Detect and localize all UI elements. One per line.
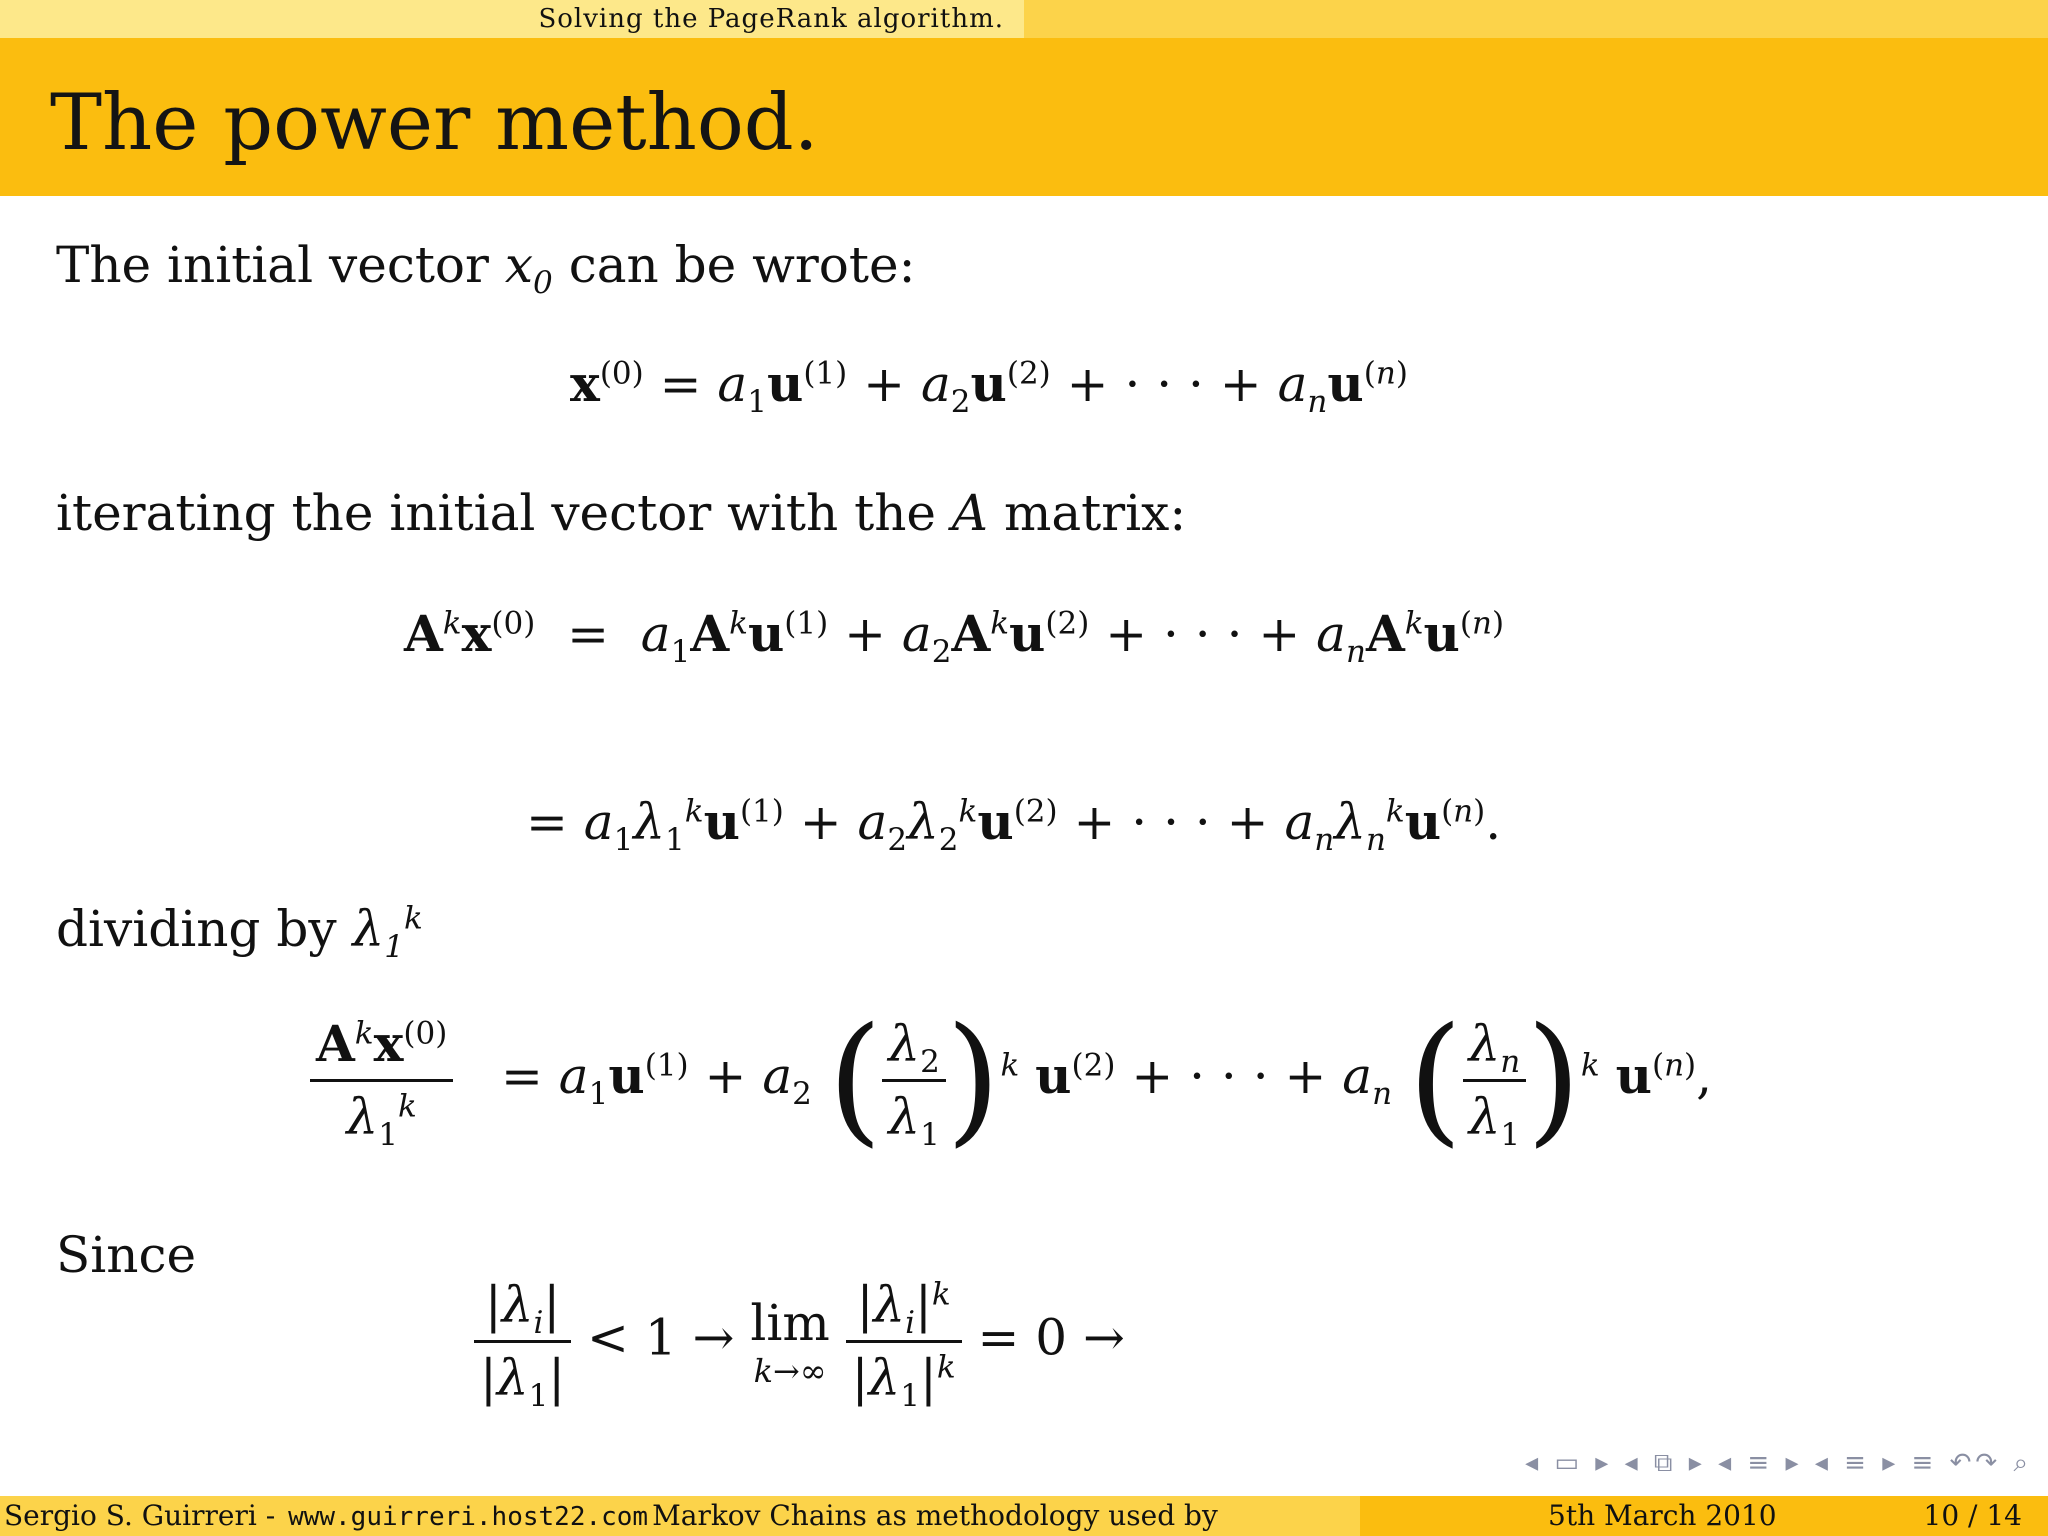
since-line xyxy=(56,1226,196,1284)
beamer-navigation-controls[interactable] xyxy=(1525,1448,2032,1479)
nav-subsection-next-icon[interactable]: ▸ xyxy=(1688,1448,1706,1478)
footer-url[interactable]: www.guirreri.host22.com xyxy=(288,1502,649,1532)
nav-back-forward-icon[interactable]: ↶↷ xyxy=(1949,1448,2002,1478)
iterating-text: iterating the initial vector with the xyxy=(56,484,937,542)
fraction-ratio: $\frac{|\lambda_i|}{|\lambda_1|}$ xyxy=(474,1276,571,1407)
nav-doc-next-icon[interactable]: ▸ xyxy=(1882,1448,1900,1478)
iterating-text-end: matrix: xyxy=(1003,484,1187,542)
nav-frame-prev-icon[interactable]: ◂ xyxy=(1525,1448,1543,1478)
footer-author: Sergio S. Guirreri - xyxy=(4,1499,285,1532)
equation-iteration-1: $A^kx^{(0)} = a_1A^ku^{(1)} + a_2A^ku^{(2)}$ + · · · + $a_nA^ku^{(n)}$ xyxy=(404,604,1505,670)
top-navigation-bar xyxy=(0,0,2048,38)
nav-frame-next-icon[interactable]: ▸ xyxy=(1595,1448,1613,1478)
footer-bar xyxy=(0,1496,2048,1536)
nav-section-prev-icon[interactable]: ◂ xyxy=(1718,1448,1736,1478)
iterating-line xyxy=(56,484,1186,542)
fraction-lambda2: $\frac{\lambda_2}{\lambda_1}$ xyxy=(882,1015,945,1146)
equation-limit: $\frac{|\lambda_i|}{|\lambda_1|}$ < 1 → lim k→∞ $\frac{|\lambda_i|^k}{|\lambda_1|^k}$ = 0 → xyxy=(474,1276,1125,1407)
matrix-symbol: A xyxy=(951,484,989,542)
nav-subsection-icon[interactable]: ⧉ xyxy=(1653,1448,1677,1478)
section-bar[interactable] xyxy=(0,0,1024,38)
since-text: Since xyxy=(56,1226,197,1284)
nav-search-icon[interactable]: ⌕ xyxy=(2013,1448,2032,1478)
fraction-lhs: $\frac{A^kx^{(0)}}{\lambda_1^k}$ xyxy=(310,1014,453,1146)
fraction-ratio-power: $\frac{|\lambda_i|^k}{|\lambda_1|^k}$ xyxy=(846,1276,962,1407)
footer-date: 5th March 2010 xyxy=(1548,1499,1777,1532)
footer-talk-title: Markov Chains as methodology used by xyxy=(652,1499,1218,1532)
section-title[interactable]: Solving the PageRank algorithm. xyxy=(538,4,1004,34)
frame-title-bar xyxy=(0,38,2048,196)
equation-iteration-2: = $a_1\lambda_1^ku^{(1)} + a_2\lambda_2^ku^{(2)}$ + · · · + $a_n\lambda_n^ku^{(n)}$. xyxy=(526,792,1502,858)
nav-subsection-prev-icon[interactable]: ◂ xyxy=(1624,1448,1642,1478)
nav-section-icon[interactable]: ≡ xyxy=(1747,1448,1774,1478)
limit-operator: lim k→∞ xyxy=(750,1293,830,1390)
dividing-line xyxy=(56,900,423,965)
intro-line xyxy=(56,236,916,301)
intro-text: The initial vector xyxy=(56,236,489,294)
frame-title: The power method. xyxy=(50,78,819,168)
nav-section-next-icon[interactable]: ▸ xyxy=(1785,1448,1803,1478)
equation-initial-vector: $x^{(0)} = a_1u^{(1)} + a_2u^{(2)}$ + · · · + $a_nu^{(n)}$ xyxy=(570,354,1408,420)
nav-doc-icon[interactable]: ≡ xyxy=(1844,1448,1870,1478)
intro-text-end: can be wrote: xyxy=(568,236,916,294)
nav-doc-prev-icon[interactable]: ◂ xyxy=(1814,1448,1832,1478)
lambda1k-symbol: $\lambda_1^k$ xyxy=(352,900,423,965)
equation-divided: $\frac{A^kx^{(0)}}{\lambda_1^k}$ = $a_1u^{(1)} + a_2$ ( $\frac{\lambda_2}{\lambda_1}$ )$^k$ $u^{(2)}$ + · · · + $a_n$ ( $\frac{\lambda_n}{\lambda_1}$ )$^k$ $u^{(n)}$, xyxy=(310,1010,1712,1150)
fraction-lambdan: $\frac{\lambda_n}{\lambda_1}$ xyxy=(1463,1015,1527,1146)
footer-page-number: 10 / 14 xyxy=(1923,1499,2022,1532)
x0-symbol: $x_0$ xyxy=(504,236,553,301)
dividing-text: dividing by xyxy=(56,900,337,958)
footer-author-title xyxy=(0,1496,1360,1536)
nav-frame-icon[interactable]: ▭ xyxy=(1554,1448,1583,1478)
nav-toc-icon[interactable]: ≡ xyxy=(1911,1448,1938,1478)
